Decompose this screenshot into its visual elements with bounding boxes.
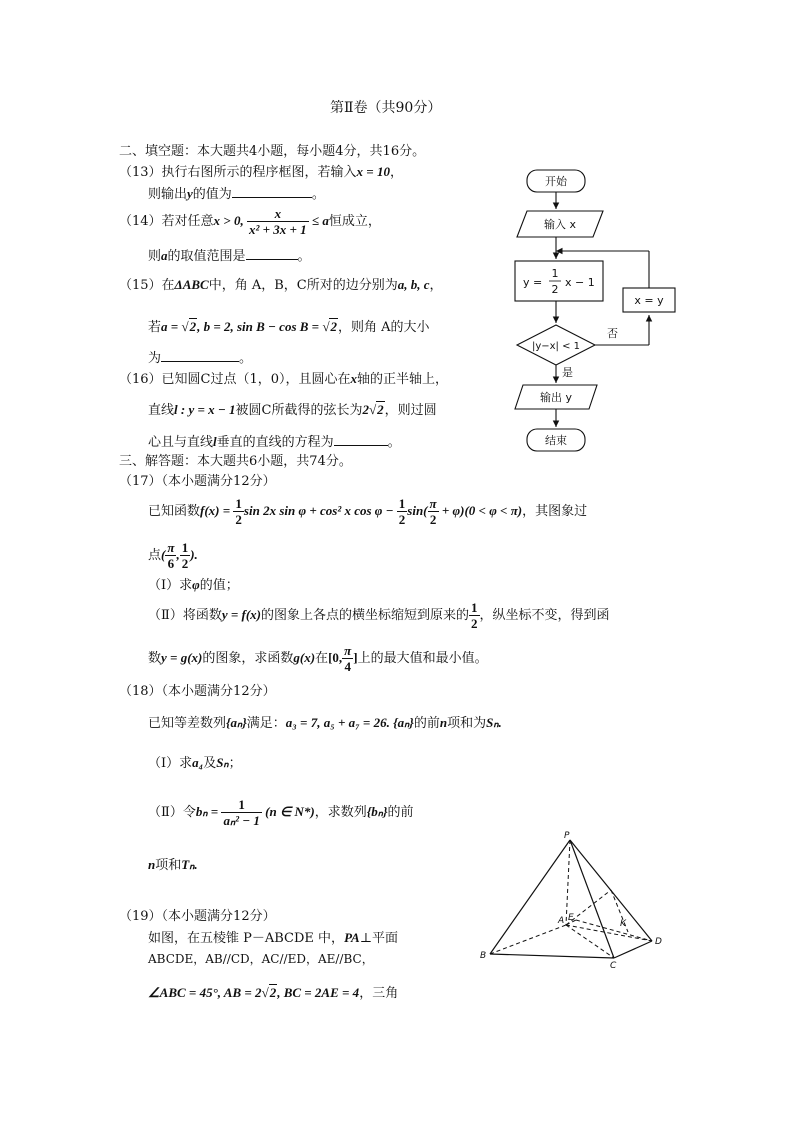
text: ，其图象过 — [522, 504, 588, 519]
text: 的值为 — [192, 187, 232, 202]
math: , b = 2, sin B − cos B = √ — [197, 319, 330, 334]
q17-part2-cont — [148, 641, 488, 676]
math: a, b, c — [397, 277, 430, 292]
point-k: K — [620, 919, 626, 929]
math: a₄ — [192, 755, 204, 770]
text: （Ⅱ）令 — [148, 805, 196, 820]
q17-part2 — [148, 598, 610, 633]
page-title: 第Ⅱ卷（共90分） — [330, 100, 442, 116]
math: 2 — [330, 319, 337, 334]
q14-line2 — [148, 246, 311, 266]
q17-tag: （17）（本小题满分12分） — [119, 474, 276, 489]
text: ，则过圆 — [384, 403, 437, 418]
text: ，则角 A的大小 — [337, 320, 430, 335]
math: sin 2x sin φ + cos² x cos φ − — [243, 503, 397, 518]
math: Sₙ — [216, 755, 229, 770]
fraction: $\frac{1}{2}$ — [471, 600, 478, 631]
q17-part1 — [148, 576, 239, 595]
math: ≤ a — [308, 213, 329, 228]
text: 点 — [148, 548, 162, 563]
text: 的值； — [199, 578, 239, 593]
q14-line1 — [119, 204, 381, 239]
math: Sₙ. — [486, 715, 502, 730]
text: （13）执行右图所示的程序框图，若输入 — [119, 165, 357, 180]
text: 的图象，求函数 — [202, 651, 294, 666]
text: ⊥平面 — [359, 931, 398, 946]
text: 心且与直线 — [148, 435, 214, 450]
answer-blank[interactable] — [334, 432, 388, 446]
text: 项和 — [155, 858, 182, 873]
math: ). — [190, 547, 198, 562]
fraction: $\frac{1}{\text{aₙ² − 1}}$ — [223, 797, 260, 828]
section-heading-fill-in: 二、填空题：本大题共4小题，每小题4分，共16分。 — [119, 144, 426, 159]
fraction: $\frac{1}{2}$ — [398, 496, 406, 527]
math: y = g(x) — [161, 650, 203, 665]
text: 被圆C所截得的弦长为 — [235, 403, 363, 418]
math: 2√ — [362, 402, 377, 417]
vertex-e: E — [568, 913, 574, 923]
text: 。 — [387, 435, 401, 450]
assign-lhs: y = — [523, 276, 543, 289]
vertex-b: B — [480, 951, 487, 961]
vertex-p: P — [564, 831, 570, 841]
text: 如图，在五棱锥 P－ABCDE 中， — [148, 931, 345, 946]
output-label: 输出 y — [539, 391, 573, 404]
q16-line3 — [148, 432, 401, 452]
text: 。 — [239, 351, 253, 366]
input-label: 输入 x — [543, 218, 577, 231]
math: 2 — [377, 402, 384, 417]
yes-label: 是 — [562, 366, 573, 379]
q15-line1 — [119, 276, 443, 295]
q18-part1 — [148, 754, 242, 773]
q18-tag: （18）（本小题满分12分） — [119, 684, 276, 699]
q13-line1 — [119, 163, 403, 182]
text: ，求数列 — [314, 805, 367, 820]
text: 恒成立， — [328, 214, 381, 229]
program-flowchart — [505, 165, 695, 460]
text: 已知函数 — [148, 504, 201, 519]
math: x — [350, 371, 358, 386]
math: ] — [353, 650, 358, 665]
math: bₙ = — [195, 804, 222, 819]
q18-part2 — [148, 795, 414, 830]
text: 。 — [311, 187, 325, 202]
text: 则 — [148, 249, 162, 264]
math: [0, — [328, 650, 343, 665]
text: 直线 — [148, 403, 175, 418]
math: ΔABC — [174, 277, 209, 292]
q19-line1 — [148, 929, 398, 948]
text: 的前 — [413, 716, 440, 731]
math: y — [187, 186, 193, 201]
text: 。 — [297, 249, 311, 264]
math: sin( — [407, 503, 428, 518]
text: ， — [429, 278, 443, 293]
text: ， — [389, 165, 403, 180]
fraction: $\frac{1}{2}$ — [235, 496, 242, 527]
text: 则输出 — [148, 187, 188, 202]
text: 的前 — [387, 805, 414, 820]
text: 垂直的直线的方程为 — [216, 435, 334, 450]
start-label: 开始 — [545, 175, 567, 188]
vertex-c: C — [610, 961, 617, 968]
answer-blank[interactable] — [161, 348, 239, 362]
math: f(x) = — [200, 503, 234, 518]
math: n — [148, 857, 156, 872]
no-label: 否 — [607, 327, 618, 340]
text: （16）已知圆C过点（1，0），且圆心在 — [119, 372, 351, 387]
math: a = √ — [161, 319, 189, 334]
math: a — [161, 248, 168, 263]
text: 在 — [315, 651, 329, 666]
math: ( — [161, 547, 166, 562]
math: (n ∈ N*) — [261, 804, 315, 819]
q18-part2-cont — [148, 856, 198, 875]
text: 满足： — [246, 716, 286, 731]
update-label: x = y — [634, 294, 664, 307]
text: 轴的正半轴上， — [357, 372, 449, 387]
math: {aₙ} — [226, 715, 247, 730]
assign-den: 2 — [551, 283, 559, 296]
fraction: $\frac{1}{2}$ — [181, 540, 189, 571]
math: + φ)(0 < φ < π) — [438, 503, 523, 518]
fraction: $\frac{x}{\text{x² + 3x + 1}}$ — [248, 206, 307, 237]
math: , — [176, 547, 180, 562]
q17-line1 — [148, 494, 587, 529]
math: g(x) — [293, 650, 316, 665]
text: 项和为 — [447, 716, 487, 731]
q19-tag: （19）（本小题满分12分） — [119, 909, 276, 924]
q16-line2 — [148, 401, 437, 420]
pyramid-figure — [478, 828, 678, 968]
q16-line1 — [119, 370, 448, 389]
math: Tₙ. — [181, 857, 198, 872]
answer-blank[interactable] — [232, 184, 312, 198]
text: 数 — [148, 651, 162, 666]
math: x = 10 — [356, 164, 390, 179]
text: （14）若对任意 — [119, 214, 214, 229]
assign-num: 1 — [551, 267, 559, 280]
math: x > 0, — [213, 213, 247, 228]
text: （Ⅰ）求 — [148, 756, 193, 771]
text: 中，角 A，B，C所对的边分别为 — [208, 278, 398, 293]
text: 上的最大值和最小值。 — [357, 651, 488, 666]
text: 已知等差数列 — [148, 716, 227, 731]
q15-line3 — [148, 348, 252, 368]
math: 2 — [189, 319, 197, 334]
fraction: $\frac{\pi}{6}$ — [167, 540, 175, 571]
assign-rhs: x − 1 — [565, 276, 595, 289]
q19-line3 — [148, 984, 398, 1003]
fraction: $\frac{\pi}{2}$ — [429, 496, 437, 527]
text: （Ⅰ）求 — [148, 578, 193, 593]
text: 的图象上各点的横坐标缩短到原来的 — [261, 608, 470, 623]
q17-line2 — [148, 538, 198, 573]
answer-blank[interactable] — [246, 246, 298, 260]
q19-line2: ABCDE，AB//CD，AC//ED，AE//BC， — [148, 952, 374, 966]
math: , BC = 2AE = 4 — [277, 985, 360, 1000]
text: 的取值范围是 — [167, 249, 246, 264]
condition-label: |y−x| < 1 — [531, 341, 581, 352]
text: ，三角 — [359, 986, 399, 1001]
section-heading-solutions: 三、解答题：本大题共6小题，共74分。 — [119, 454, 352, 469]
text: （Ⅱ）将函数 — [148, 608, 222, 623]
math: {bₙ} — [366, 804, 388, 819]
math: l : y = x − 1 — [174, 402, 236, 417]
math: PA — [344, 930, 360, 945]
q15-line2 — [148, 318, 430, 337]
math: 2 — [269, 985, 277, 1000]
math: φ — [192, 577, 200, 592]
text: ，纵坐标不变，得到函 — [479, 608, 610, 623]
text: 为 — [148, 351, 162, 366]
end-label: 结束 — [545, 434, 567, 447]
vertex-a: A — [558, 916, 565, 926]
math: n — [439, 715, 448, 730]
q18-line1 — [148, 714, 502, 733]
q13-line2 — [148, 184, 325, 204]
text: （15）在 — [119, 278, 175, 293]
math: l — [213, 434, 217, 449]
fraction: $\frac{\pi}{4}$ — [344, 643, 352, 674]
text: ； — [228, 756, 242, 771]
math: y = f(x) — [221, 607, 262, 622]
math: a₃ = 7, a₅ + a₇ = 26. {aₙ} — [285, 715, 414, 730]
math: ∠ABC = 45°, AB = 2√ — [148, 985, 269, 1000]
vertex-d: D — [655, 937, 662, 947]
text: 若 — [148, 320, 162, 335]
text: 及 — [203, 756, 217, 771]
